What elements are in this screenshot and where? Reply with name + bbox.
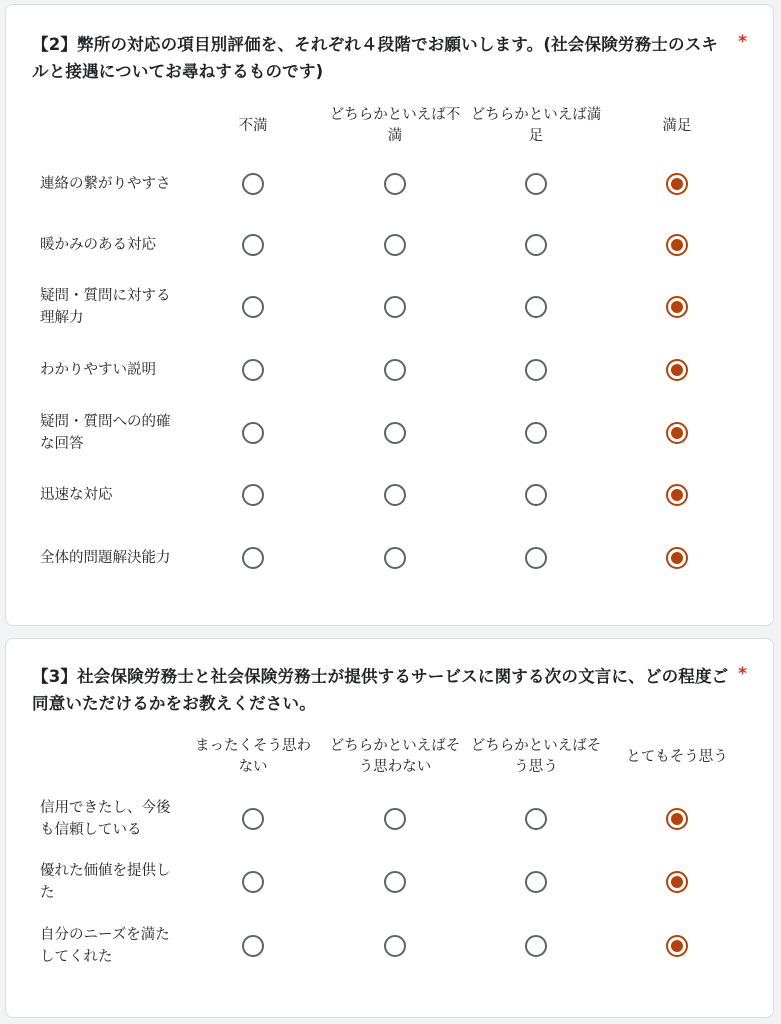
radio-button[interactable] (525, 935, 547, 957)
row-label: 全体的問題解決能力 (40, 550, 171, 566)
radio-button[interactable] (242, 547, 264, 569)
row-label: 信用できたし、今後も信頼している (40, 800, 171, 838)
radio-button[interactable] (242, 484, 264, 506)
question-2-card (5, 4, 774, 626)
radio-button[interactable] (242, 296, 264, 318)
radio-button[interactable] (666, 296, 688, 318)
question-title: 【2】弊所の対応の項目別評価を、それぞれ４段階でお願いします。(社会保険労務士のスキルと接遇についてお尋ねするものです) (32, 35, 719, 81)
radio-button[interactable] (242, 808, 264, 830)
radio-button[interactable] (384, 173, 406, 195)
column-header: どちらかといえば満 足 (470, 107, 602, 144)
radio-button[interactable] (666, 547, 688, 569)
radio-button[interactable] (384, 935, 406, 957)
radio-button[interactable] (242, 871, 264, 893)
required-asterisk: * (738, 32, 747, 52)
row-label: 迅速な対応 (40, 487, 113, 503)
radio-button[interactable] (384, 808, 406, 830)
radio-button[interactable] (525, 359, 547, 381)
radio-button[interactable] (384, 422, 406, 444)
radio-button[interactable] (666, 173, 688, 195)
radio-button[interactable] (525, 484, 547, 506)
column-header: どちらかといえばそ う思わない (329, 738, 461, 775)
radio-button[interactable] (525, 808, 547, 830)
column-header: まったくそう思わ ない (195, 738, 311, 775)
radio-button[interactable] (242, 173, 264, 195)
radio-button[interactable] (384, 234, 406, 256)
column-header: とてもそう思う (626, 749, 728, 765)
radio-button[interactable] (384, 484, 406, 506)
radio-button[interactable] (666, 935, 688, 957)
radio-button[interactable] (384, 547, 406, 569)
row-label: 優れた価値を提供した (40, 863, 171, 901)
row-label: 暖かみのある対応 (40, 237, 156, 253)
column-header: どちらかといえば不 満 (329, 107, 461, 144)
radio-button[interactable] (666, 234, 688, 256)
required-asterisk: * (738, 664, 747, 684)
row-label: 疑問・質問に対する理解力 (40, 288, 171, 326)
radio-button[interactable] (666, 871, 688, 893)
radio-button[interactable] (666, 808, 688, 830)
column-header: 不満 (238, 118, 268, 134)
radio-button[interactable] (666, 359, 688, 381)
radio-button[interactable] (242, 359, 264, 381)
question-title: 【3】社会保険労務士と社会保険労務士が提供するサービスに関する次の文言に、どの程度ご同意いただけるかをお教えください。 (32, 667, 729, 713)
radio-button[interactable] (384, 359, 406, 381)
row-label: 自分のニーズを満たしてくれた (40, 927, 170, 965)
row-label: 疑問・質問への的確な回答 (40, 414, 171, 452)
row-label: 連絡の繋がりやすさ (40, 176, 171, 192)
radio-button[interactable] (666, 484, 688, 506)
radio-button[interactable] (384, 871, 406, 893)
radio-button[interactable] (525, 422, 547, 444)
radio-button[interactable] (525, 234, 547, 256)
radio-button[interactable] (384, 296, 406, 318)
radio-button[interactable] (666, 422, 688, 444)
radio-button[interactable] (525, 871, 547, 893)
question-3-card (5, 638, 774, 1018)
radio-button[interactable] (525, 173, 547, 195)
radio-button[interactable] (242, 422, 264, 444)
radio-button[interactable] (242, 234, 264, 256)
row-label: わかりやすい説明 (40, 362, 156, 378)
radio-button[interactable] (242, 935, 264, 957)
radio-button[interactable] (525, 296, 547, 318)
radio-button[interactable] (525, 547, 547, 569)
column-header: 満足 (662, 118, 692, 134)
column-header: どちらかといえばそ う思う (470, 738, 602, 775)
